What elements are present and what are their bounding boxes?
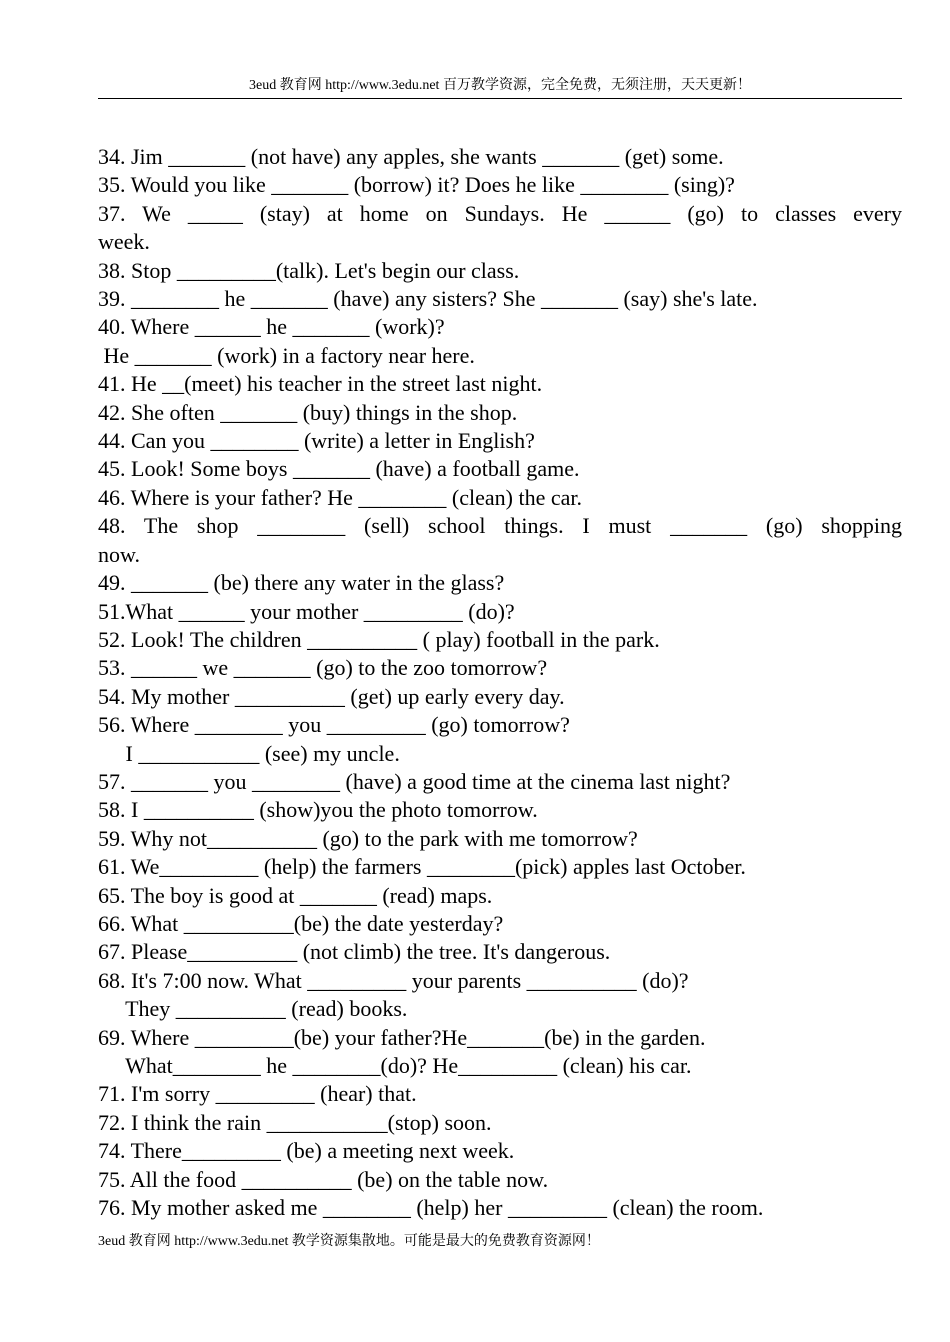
exercise-line: 51.What ______ your mother _________ (do)?	[98, 598, 515, 624]
exercise-line: 76. My mother asked me ________ (help) her _________ (clean) the room.	[98, 1195, 764, 1221]
exercise-line: They __________ (read) books.	[98, 996, 408, 1022]
exercise-line: now.	[98, 541, 140, 567]
exercise-line: 40. Where ______ he _______ (work)?	[98, 314, 445, 340]
exercise-line: 34. Jim _______ (not have) any apples, she wants _______ (get) some.	[98, 144, 724, 169]
page-footer: 3eud 教育网 http://www.3edu.net 教学资源集散地。可能是最大的免费教育资源网！	[98, 1234, 600, 1249]
exercise-line: 52. Look! The children __________ ( play) football in the park.	[98, 626, 660, 652]
exercise-line: 44. Can you ________ (write) a letter in English?	[98, 428, 535, 454]
exercise-line: 37. We _____ (stay) at home on Sundays. He ______ (go) to classes every	[98, 200, 902, 226]
exercise-line: 66. What __________(be) the date yesterday?	[98, 910, 504, 936]
exercise-list	[98, 143, 902, 1222]
exercise-line: 57. _______ you ________ (have) a good time at the cinema last night?	[98, 768, 731, 794]
page-header: 3eud 教育网 http://www.3edu.net 百万教学资源，完全免费，无须注册，天天更新！	[98, 76, 902, 99]
exercise-line: 69. Where _________(be) your father?He_______(be) in the garden.	[98, 1024, 706, 1050]
exercise-line: 53. ______ we _______ (go) to the zoo tomorrow?	[98, 655, 548, 681]
exercise-line: week.	[98, 229, 150, 255]
exercise-line: 45. Look! Some boys _______ (have) a football game.	[98, 456, 580, 482]
exercise-line: 35. Would you like _______ (borrow) it? Does he like ________ (sing)?	[98, 172, 735, 198]
exercise-line: 49. _______ (be) there any water in the glass?	[98, 570, 505, 596]
exercise-line: 48. The shop ________ (sell) school things. I must _______ (go) shopping	[98, 513, 902, 539]
exercise-line: 54. My mother __________ (get) up early every day.	[98, 683, 565, 709]
exercise-line: 58. I __________ (show)you the photo tomorrow.	[98, 797, 538, 823]
exercise-line: 56. Where ________ you _________ (go) tomorrow?	[98, 712, 570, 738]
exercise-line: 72. I think the rain ___________(stop) soon.	[98, 1109, 492, 1135]
exercise-line: 71. I'm sorry _________ (hear) that.	[98, 1081, 417, 1107]
exercise-line: 67. Please__________ (not climb) the tree. It's dangerous.	[98, 939, 611, 965]
exercise-line: 75. All the food __________ (be) on the table now.	[98, 1166, 549, 1192]
exercise-line: 68. It's 7:00 now. What _________ your parents __________ (do)?	[98, 967, 689, 993]
exercise-line: 65. The boy is good at _______ (read) maps.	[98, 882, 493, 908]
exercise-line: 39. ________ he _______ (have) any sisters? She _______ (say) she's late.	[98, 286, 758, 312]
exercise-line: 42. She often _______ (buy) things in the shop.	[98, 399, 518, 425]
exercise-line: I ___________ (see) my uncle.	[98, 740, 400, 766]
exercise-line: 46. Where is your father? He ________ (clean) the car.	[98, 484, 583, 510]
exercise-line: What________ he ________(do)? He_________ (clean) his car.	[98, 1053, 692, 1078]
exercise-line: 38. Stop _________(talk). Let's begin our class.	[98, 257, 520, 283]
exercise-line: 41. He __(meet) his teacher in the street last night.	[98, 371, 543, 397]
exercise-line: 59. Why not__________ (go) to the park with me tomorrow?	[98, 825, 638, 851]
exercise-line: 61. We_________ (help) the farmers ________(pick) apples last October.	[98, 854, 746, 880]
exercise-line: He _______ (work) in a factory near here.	[98, 342, 475, 368]
exercise-line: 74. There_________ (be) a meeting next week.	[98, 1138, 515, 1164]
